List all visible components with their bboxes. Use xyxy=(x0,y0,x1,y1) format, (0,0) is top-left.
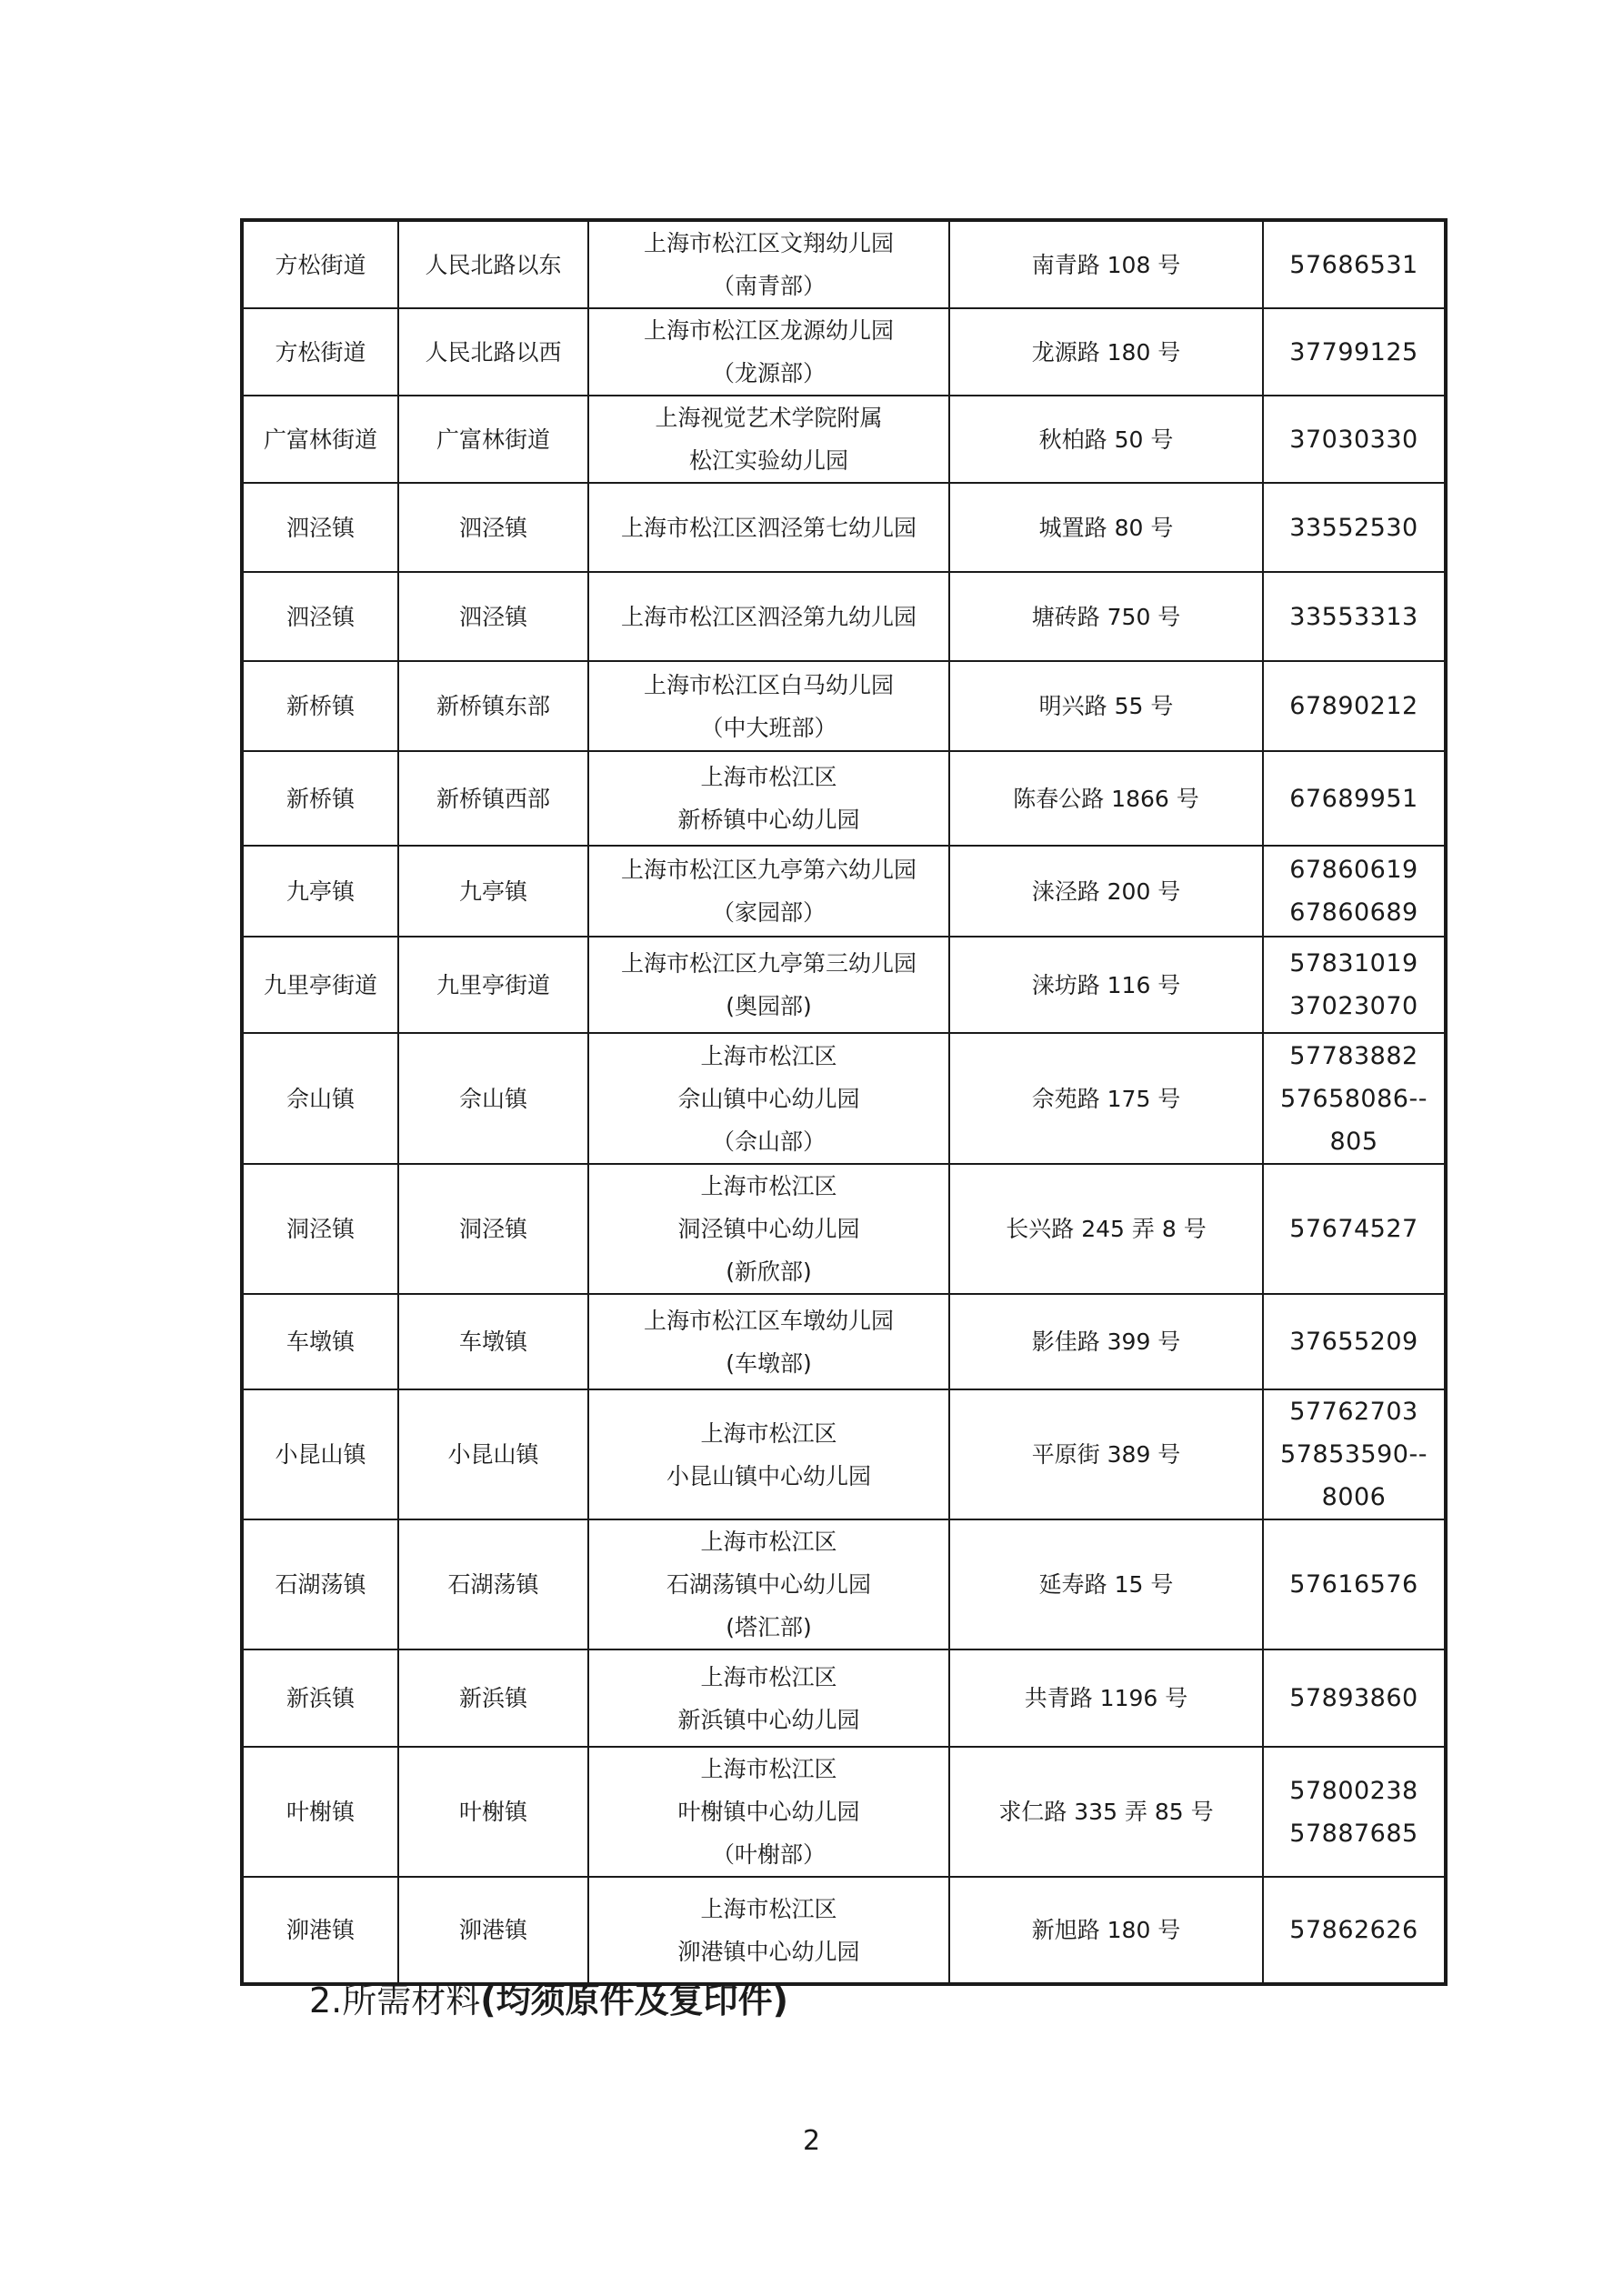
street-cell xyxy=(242,1877,398,1984)
school-line: 上海市松江区车墩幼儿园 xyxy=(643,1307,894,1334)
school-line: （叶榭部） xyxy=(711,1841,826,1868)
area-cell xyxy=(398,1033,588,1164)
school-line: 石湖荡镇中心幼儿园 xyxy=(666,1571,871,1598)
area-cell xyxy=(398,483,588,572)
address-cell xyxy=(949,1389,1263,1519)
area-cell xyxy=(398,661,588,751)
area-cell xyxy=(398,1519,588,1649)
street-cell xyxy=(242,1747,398,1877)
phone-cell xyxy=(1263,572,1446,661)
school-line: 上海市松江区九亭第三幼儿园 xyxy=(620,950,917,977)
area-text: 车墩镇 xyxy=(458,1328,527,1355)
phone-line: 57893860 xyxy=(1289,1684,1418,1712)
page-number: 2 xyxy=(802,2125,821,2157)
school-line: 上海市松江区 xyxy=(700,1756,837,1782)
table-row xyxy=(242,1877,1446,1984)
school-line: 新浜镇中心幼儿园 xyxy=(677,1706,860,1733)
phone-cell xyxy=(1263,220,1446,308)
section-heading xyxy=(309,1978,788,2023)
school-cell xyxy=(588,1519,949,1649)
street-cell xyxy=(242,661,398,751)
phone-line: 67890212 xyxy=(1289,692,1418,720)
address-cell xyxy=(949,1164,1263,1294)
school-line: （南青部） xyxy=(711,273,826,299)
school-line: 上海市松江区 xyxy=(700,1419,837,1447)
table-row xyxy=(242,308,1446,396)
address-text: 影佳路 399 号 xyxy=(1031,1328,1181,1355)
school-line: 新桥镇中心幼儿园 xyxy=(677,807,860,833)
street-cell xyxy=(242,1033,398,1164)
school-line: 上海市松江区白马幼儿园 xyxy=(643,671,894,698)
school-line: 上海市松江区 xyxy=(700,1173,837,1199)
street-cell xyxy=(242,846,398,937)
phone-line: 57674527 xyxy=(1289,1215,1418,1243)
school-cell xyxy=(588,308,949,396)
address-text: 求仁路 335 弄 85 号 xyxy=(998,1799,1214,1825)
address-cell xyxy=(949,846,1263,937)
area-text: 佘山镇 xyxy=(458,1085,527,1112)
address-cell xyxy=(949,937,1263,1033)
address-text: 延寿路 15 号 xyxy=(1038,1571,1174,1598)
phone-cell xyxy=(1263,937,1446,1033)
school-cell xyxy=(588,751,949,846)
phone-cell xyxy=(1263,1164,1446,1294)
phone-line: 37023070 xyxy=(1289,992,1418,1020)
phone-cell xyxy=(1263,1649,1446,1747)
table-row xyxy=(242,483,1446,572)
school-line: 上海市松江区泗泾第七幼儿园 xyxy=(620,514,917,541)
table-row xyxy=(242,751,1446,846)
school-line: (新欣部) xyxy=(726,1258,812,1285)
table-row xyxy=(242,220,1446,308)
school-cell xyxy=(588,1649,949,1747)
phone-cell xyxy=(1263,1389,1446,1519)
phone-line: 57831019 xyxy=(1289,949,1418,978)
school-line: （龙源部） xyxy=(711,360,826,386)
phone-cell xyxy=(1263,1294,1446,1389)
address-cell xyxy=(949,572,1263,661)
area-text: 泖港镇 xyxy=(458,1917,527,1943)
school-line: 上海市松江区泗泾第九幼儿园 xyxy=(620,603,917,630)
street-text: 九里亭街道 xyxy=(263,971,377,998)
area-text: 九里亭街道 xyxy=(436,971,550,998)
address-text: 龙源路 180 号 xyxy=(1031,338,1181,366)
street-cell xyxy=(242,1164,398,1294)
phone-line: 57783882 xyxy=(1289,1041,1418,1070)
address-cell xyxy=(949,661,1263,751)
phone-line: 57887685 xyxy=(1289,1819,1418,1848)
address-cell xyxy=(949,308,1263,396)
street-cell xyxy=(242,220,398,308)
street-text: 小昆山镇 xyxy=(275,1441,366,1468)
school-line: （佘山部） xyxy=(711,1128,826,1155)
phone-line: 33553313 xyxy=(1289,602,1418,631)
area-cell xyxy=(398,1649,588,1747)
school-line: 上海市松江区 xyxy=(700,1529,837,1555)
phone-line: 8006 xyxy=(1321,1483,1387,1511)
area-text: 泗泾镇 xyxy=(458,603,527,630)
school-line: （家园部） xyxy=(711,899,826,926)
table-row xyxy=(242,1164,1446,1294)
area-cell xyxy=(398,572,588,661)
address-text: 佘苑路 175 号 xyxy=(1031,1085,1181,1112)
address-cell xyxy=(949,483,1263,572)
phone-line: 57658086-- xyxy=(1280,1084,1428,1113)
school-cell xyxy=(588,1877,949,1984)
table-row xyxy=(242,572,1446,661)
area-cell xyxy=(398,1747,588,1877)
street-cell xyxy=(242,396,398,483)
street-text: 广富林街道 xyxy=(263,426,377,453)
phone-cell xyxy=(1263,396,1446,483)
area-text: 九亭镇 xyxy=(458,877,527,905)
address-text: 陈春公路 1866 号 xyxy=(1013,785,1199,812)
phone-cell xyxy=(1263,751,1446,846)
phone-line: 33552530 xyxy=(1289,513,1418,542)
address-text: 南青路 108 号 xyxy=(1031,251,1181,278)
table-row xyxy=(242,1033,1446,1164)
phone-line: 67689951 xyxy=(1289,784,1418,813)
school-line: 小昆山镇中心幼儿园 xyxy=(666,1462,871,1489)
street-cell xyxy=(242,572,398,661)
phone-line: 37655209 xyxy=(1289,1328,1418,1356)
street-cell xyxy=(242,308,398,396)
area-cell xyxy=(398,1164,588,1294)
area-cell xyxy=(398,751,588,846)
kindergarten-table xyxy=(240,218,1448,1986)
table-row xyxy=(242,1519,1446,1649)
address-cell xyxy=(949,220,1263,308)
area-cell xyxy=(398,846,588,937)
street-cell xyxy=(242,1519,398,1649)
school-line: 上海视觉艺术学院附属 xyxy=(655,405,883,431)
table-row xyxy=(242,1389,1446,1519)
area-text: 人民北路以西 xyxy=(425,338,562,366)
street-text: 泖港镇 xyxy=(286,1917,355,1943)
area-text: 新浜镇 xyxy=(458,1685,527,1711)
address-cell xyxy=(949,1649,1263,1747)
school-cell xyxy=(588,572,949,661)
school-line: （中大班部） xyxy=(700,714,837,741)
street-cell xyxy=(242,1389,398,1519)
phone-line: 805 xyxy=(1329,1127,1378,1156)
street-cell xyxy=(242,937,398,1033)
school-cell xyxy=(588,220,949,308)
school-cell xyxy=(588,1389,949,1519)
street-text: 新桥镇 xyxy=(286,693,355,719)
section-note: (均须原件及复印件) xyxy=(480,1980,789,2020)
street-text: 方松街道 xyxy=(275,338,366,366)
street-text: 泗泾镇 xyxy=(286,603,355,630)
phone-cell xyxy=(1263,308,1446,396)
phone-line: 57853590-- xyxy=(1280,1440,1428,1469)
table-row xyxy=(242,1649,1446,1747)
area-cell xyxy=(398,308,588,396)
address-cell xyxy=(949,1294,1263,1389)
section-number-title: 2.所需材料 xyxy=(309,1980,481,2020)
area-cell xyxy=(398,1389,588,1519)
area-cell xyxy=(398,1877,588,1984)
street-text: 洞泾镇 xyxy=(286,1216,355,1242)
table-row xyxy=(242,661,1446,751)
street-text: 泗泾镇 xyxy=(286,514,355,541)
area-text: 洞泾镇 xyxy=(458,1216,527,1242)
phone-line: 57616576 xyxy=(1289,1570,1418,1599)
school-cell xyxy=(588,1164,949,1294)
address-text: 新旭路 180 号 xyxy=(1031,1917,1181,1943)
school-line: 上海市松江区 xyxy=(700,1663,837,1690)
phone-cell xyxy=(1263,661,1446,751)
address-text: 塘砖路 750 号 xyxy=(1031,603,1181,630)
school-cell xyxy=(588,483,949,572)
phone-line: 57862626 xyxy=(1289,1916,1418,1944)
street-cell xyxy=(242,1649,398,1747)
street-text: 石湖荡镇 xyxy=(275,1571,366,1598)
address-text: 明兴路 55 号 xyxy=(1038,693,1174,719)
address-cell xyxy=(949,1519,1263,1649)
table-row xyxy=(242,1747,1446,1877)
address-cell xyxy=(949,396,1263,483)
table-row xyxy=(242,846,1446,937)
school-line: 上海市松江区 xyxy=(700,764,837,790)
school-cell xyxy=(588,661,949,751)
school-line: (奥园部) xyxy=(726,993,812,1019)
school-line: 佘山镇中心幼儿园 xyxy=(677,1085,860,1112)
school-cell xyxy=(588,846,949,937)
phone-line: 37799125 xyxy=(1289,337,1418,366)
school-line: 泖港镇中心幼儿园 xyxy=(677,1938,860,1965)
area-text: 石湖荡镇 xyxy=(447,1571,539,1598)
address-text: 涞坊路 116 号 xyxy=(1031,971,1181,998)
area-cell xyxy=(398,937,588,1033)
area-cell xyxy=(398,220,588,308)
phone-line: 37030330 xyxy=(1289,425,1418,454)
area-text: 新桥镇东部 xyxy=(436,693,550,719)
phone-line: 57762703 xyxy=(1289,1398,1418,1426)
phone-line: 67860619 xyxy=(1289,856,1418,884)
phone-cell xyxy=(1263,483,1446,572)
address-cell xyxy=(949,1747,1263,1877)
phone-line: 57800238 xyxy=(1289,1776,1418,1805)
kindergarten-table-body xyxy=(242,220,1446,1984)
street-text: 叶榭镇 xyxy=(286,1799,355,1825)
address-cell xyxy=(949,1877,1263,1984)
street-cell xyxy=(242,483,398,572)
street-text: 佘山镇 xyxy=(286,1085,355,1112)
address-text: 城置路 80 号 xyxy=(1038,514,1174,541)
phone-cell xyxy=(1263,1747,1446,1877)
school-line: 上海市松江区文翔幼儿园 xyxy=(643,230,894,256)
school-line: 上海市松江区龙源幼儿园 xyxy=(643,317,894,344)
address-cell xyxy=(949,751,1263,846)
street-cell xyxy=(242,1294,398,1389)
phone-line: 57686531 xyxy=(1289,250,1418,279)
school-cell xyxy=(588,396,949,483)
phone-cell xyxy=(1263,1877,1446,1984)
address-cell xyxy=(949,1033,1263,1164)
school-line: 洞泾镇中心幼儿园 xyxy=(677,1216,860,1242)
school-line: 上海市松江区九亭第六幼儿园 xyxy=(620,857,917,883)
street-cell xyxy=(242,751,398,846)
area-text: 泗泾镇 xyxy=(458,514,527,541)
area-cell xyxy=(398,396,588,483)
address-text: 涞泾路 200 号 xyxy=(1031,877,1181,905)
table-row xyxy=(242,937,1446,1033)
table-row xyxy=(242,396,1446,483)
phone-cell xyxy=(1263,1033,1446,1164)
phone-line: 67860689 xyxy=(1289,898,1418,927)
school-cell xyxy=(588,1033,949,1164)
school-line: 松江实验幼儿园 xyxy=(688,447,848,474)
school-cell xyxy=(588,937,949,1033)
address-text: 平原街 389 号 xyxy=(1031,1441,1181,1468)
area-text: 新桥镇西部 xyxy=(436,785,550,812)
area-text: 广富林街道 xyxy=(436,426,550,453)
phone-cell xyxy=(1263,1519,1446,1649)
table-row xyxy=(242,1294,1446,1389)
address-text: 共青路 1196 号 xyxy=(1024,1685,1188,1711)
school-line: 上海市松江区 xyxy=(700,1042,837,1069)
area-cell xyxy=(398,1294,588,1389)
school-line: 叶榭镇中心幼儿园 xyxy=(677,1799,860,1825)
phone-cell xyxy=(1263,846,1446,937)
address-text: 秋柏路 50 号 xyxy=(1038,426,1174,453)
area-text: 小昆山镇 xyxy=(447,1441,539,1468)
street-text: 方松街道 xyxy=(275,251,366,278)
street-text: 新桥镇 xyxy=(286,785,355,812)
school-line: (塔汇部) xyxy=(726,1614,812,1640)
school-cell xyxy=(588,1294,949,1389)
address-text: 长兴路 245 弄 8 号 xyxy=(1006,1216,1207,1242)
school-cell xyxy=(588,1747,949,1877)
area-text: 叶榭镇 xyxy=(458,1799,527,1825)
school-line: (车墩部) xyxy=(726,1349,812,1377)
street-text: 车墩镇 xyxy=(286,1328,355,1355)
street-text: 新浜镇 xyxy=(286,1685,355,1711)
area-text: 人民北路以东 xyxy=(425,251,562,278)
street-text: 九亭镇 xyxy=(286,877,355,905)
school-line: 上海市松江区 xyxy=(700,1895,837,1922)
